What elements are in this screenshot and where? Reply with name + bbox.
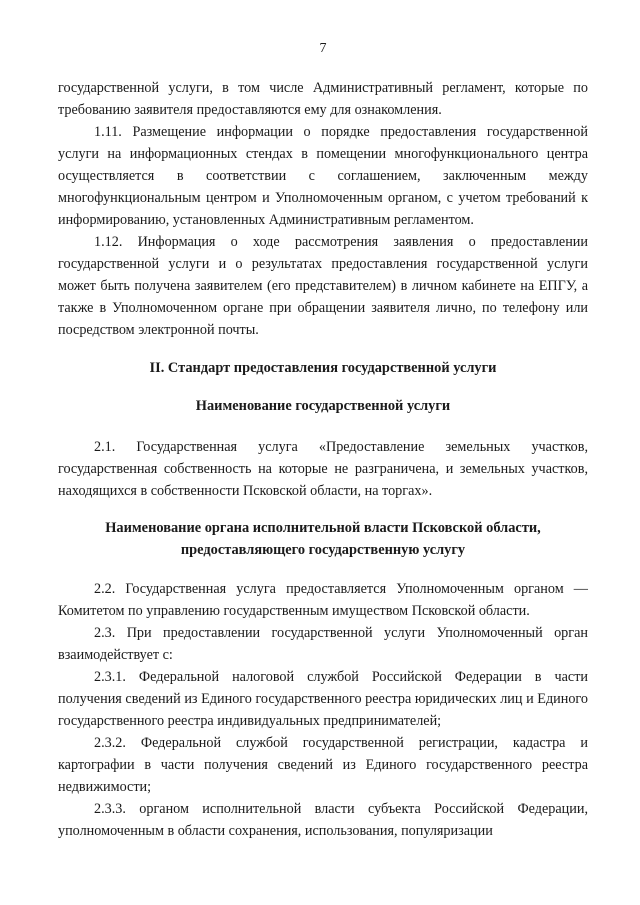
authority-heading-line2: предоставляющего государственную услугу (180, 542, 466, 558)
section-title: II. Стандарт предоставления государственной услуги (149, 360, 497, 376)
service-name-heading: Наименование государственной услуги (195, 398, 451, 414)
paragraph-2-1: 2.1. Государственная услуга «Предоставление земельных участков, государственная собственность на которые не разграничена, и земельных участков, находящихся в собственности Псковской области, на торгах». (58, 439, 588, 499)
document-page (58, 40, 588, 842)
paragraph-1-11: 1.11. Размещение информации о порядке предоставления государственной услуги на информационных стендах в помещении многофункционального центра осуществляется в соответствии с соглашением, заключенным между многофункциональным центром и Уполномоченным органом, с учетом требований к информированию, установленных Административным регламентом. (58, 124, 588, 228)
paragraph-2-3-2: 2.3.2. Федеральной службой государственной регистрации, кадастра и картографии в части получения сведений из Единого государственного реестра недвижимости; (58, 735, 588, 795)
page-number: 7 (319, 41, 327, 56)
authority-heading (58, 517, 588, 561)
paragraph-2-3-1: 2.3.1. Федеральной налоговой службой Российской Федерации в части получения сведений из Единого государственного реестра юридических лиц и Единого государственного реестра индивидуальных предпринимателей; (58, 669, 588, 729)
paragraph-2-3-3: 2.3.3. органом исполнительной власти субъекта Российской Федерации, уполномоченным в области сохранения, использования, популяризации (58, 801, 588, 839)
paragraph-2-3: 2.3. При предоставлении государственной услуги Уполномоченный орган взаимодействует с: (58, 625, 588, 663)
paragraph-1-12: 1.12. Информация о ходе рассмотрения заявления о предоставлении государственной услуги и о результатах предоставления государственной услуги может быть получена заявителем (его представителем) в личном кабинете на ЕПГУ, а также в Уполномоченном органе при обращении заявителя лично, по телефону или посредством электронной почты. (58, 234, 588, 338)
paragraph-2-2: 2.2. Государственная услуга предоставляется Уполномоченным органом — Комитетом по управлению государственным имуществом Псковской области. (58, 581, 588, 619)
continuation-paragraph: государственной услуги, в том числе Административный регламент, которые по требованию заявителя предоставляются ему для ознакомления. (58, 80, 588, 118)
authority-heading-line1: Наименование органа исполнительной власти Псковской области, (105, 520, 541, 536)
